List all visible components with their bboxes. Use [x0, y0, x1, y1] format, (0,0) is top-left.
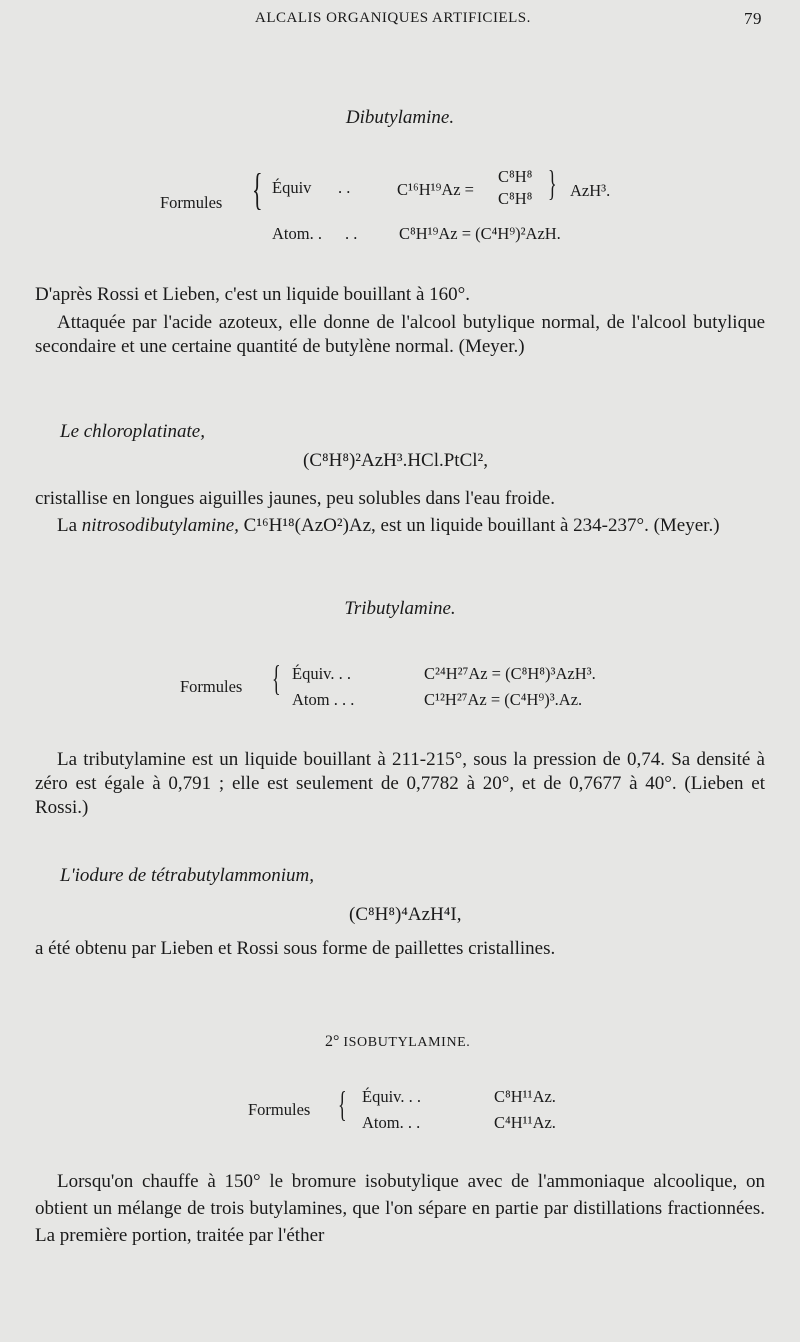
iodure-formula: (C⁸H⁸)⁴AzH⁴I, [349, 904, 462, 925]
iodure-title: L'iodure de tétrabutylammonium, [60, 865, 315, 886]
atom-formula: C⁴H¹¹Az. [494, 1113, 556, 1132]
nitroso-intro: La [57, 515, 78, 536]
atom-label: Atom. . [272, 224, 322, 243]
fraction-denominator: C⁸H⁸ [498, 189, 533, 208]
chloroplatinate-title: Le chloroplatinate, [60, 421, 205, 442]
paragraph: Lorsqu'on chauffe à 150° le bromure isobutylique avec de l'ammoniaque alcoolique, on obtient un mélange de trois butylamines, que l'on sépare en partie par distillations fractionnées. La première portion, traitée par l'éther [35, 1171, 765, 1246]
paragraph: Attaquée par l'acide azoteux, elle donne de l'alcool butylique normal, de l'alcool butylique secondaire et une certaine quantité de butylène normal. (Meyer.) [35, 312, 765, 357]
atom-label: Atom . . . [292, 690, 355, 709]
left-brace: { [338, 1084, 347, 1124]
right-brace: } [548, 163, 557, 203]
atom-formula: C¹²H²⁷Az = (C⁴H⁹)³.Az. [424, 690, 583, 709]
nitroso-rest: C¹⁶H¹⁸(AzO²)Az, est un liquide bouillant à 234-237°. (Meyer.) [243, 515, 720, 536]
atom-formula: C⁸H¹⁹Az = (C⁴H⁹)²AzH. [399, 224, 561, 243]
paragraph: cristallise en longues aiguilles jaunes, peu solubles dans l'eau froide. [35, 488, 555, 509]
equiv-formula: C²⁴H²⁷Az = (C⁸H⁸)³AzH³. [424, 664, 596, 683]
equiv-formula-left: C¹⁶H¹⁹Az = [397, 180, 474, 199]
section-title-tributylamine: Tributylamine. [344, 598, 456, 619]
equiv-label: Équiv. . . [362, 1087, 421, 1106]
atom-label: Atom. . . [362, 1113, 421, 1132]
fraction-numerator: C⁸H⁸ [498, 167, 533, 186]
equiv-formula: C⁸H¹¹Az. [494, 1087, 556, 1106]
formulas-label: Formules [248, 1100, 311, 1119]
equiv-label: Équiv [272, 178, 312, 197]
chloroplatinate-formula: (C⁸H⁸)²AzH³.HCl.PtCl², [303, 450, 488, 471]
running-head: ALCALIS ORGANIQUES ARTIFICIELS. [255, 10, 531, 26]
atom-dots: . . [345, 224, 358, 243]
equiv-label: Équiv. . . [292, 664, 351, 683]
formulas-label: Formules [180, 677, 243, 696]
paragraph: a été obtenu par Lieben et Rossi sous forme de paillettes cristallines. [35, 938, 556, 959]
left-brace: { [252, 165, 263, 214]
left-brace: { [272, 658, 281, 698]
equiv-right: AzH³. [570, 181, 611, 200]
formulas-label: Formules [160, 193, 223, 212]
paragraph-nitroso [35, 514, 765, 538]
section-title-dibutylamine: Dibutylamine. [345, 107, 455, 128]
heading-text: ISOBUTYLAMINE. [343, 1035, 471, 1050]
nitroso-name: nitrosodibutylamine, [81, 515, 239, 536]
equiv-fraction [498, 166, 532, 210]
paragraph: D'après Rossi et Lieben, c'est un liquide bouillant à 160°. [35, 284, 470, 305]
page-number: 79 [744, 9, 762, 28]
heading-number: 2° [325, 1033, 340, 1050]
paragraph: La tributylamine est un liquide bouillant à 211-215°, sous la pression de 0,74. Sa densité à zéro est égale à 0,791 ; elle est seulement de 0,7782 à 20°, et de 0,7677 à 40°. (Lieben et Rossi.) [35, 749, 765, 818]
equiv-dots: . . [338, 178, 351, 197]
section-heading-isobutylamine [325, 1033, 470, 1051]
